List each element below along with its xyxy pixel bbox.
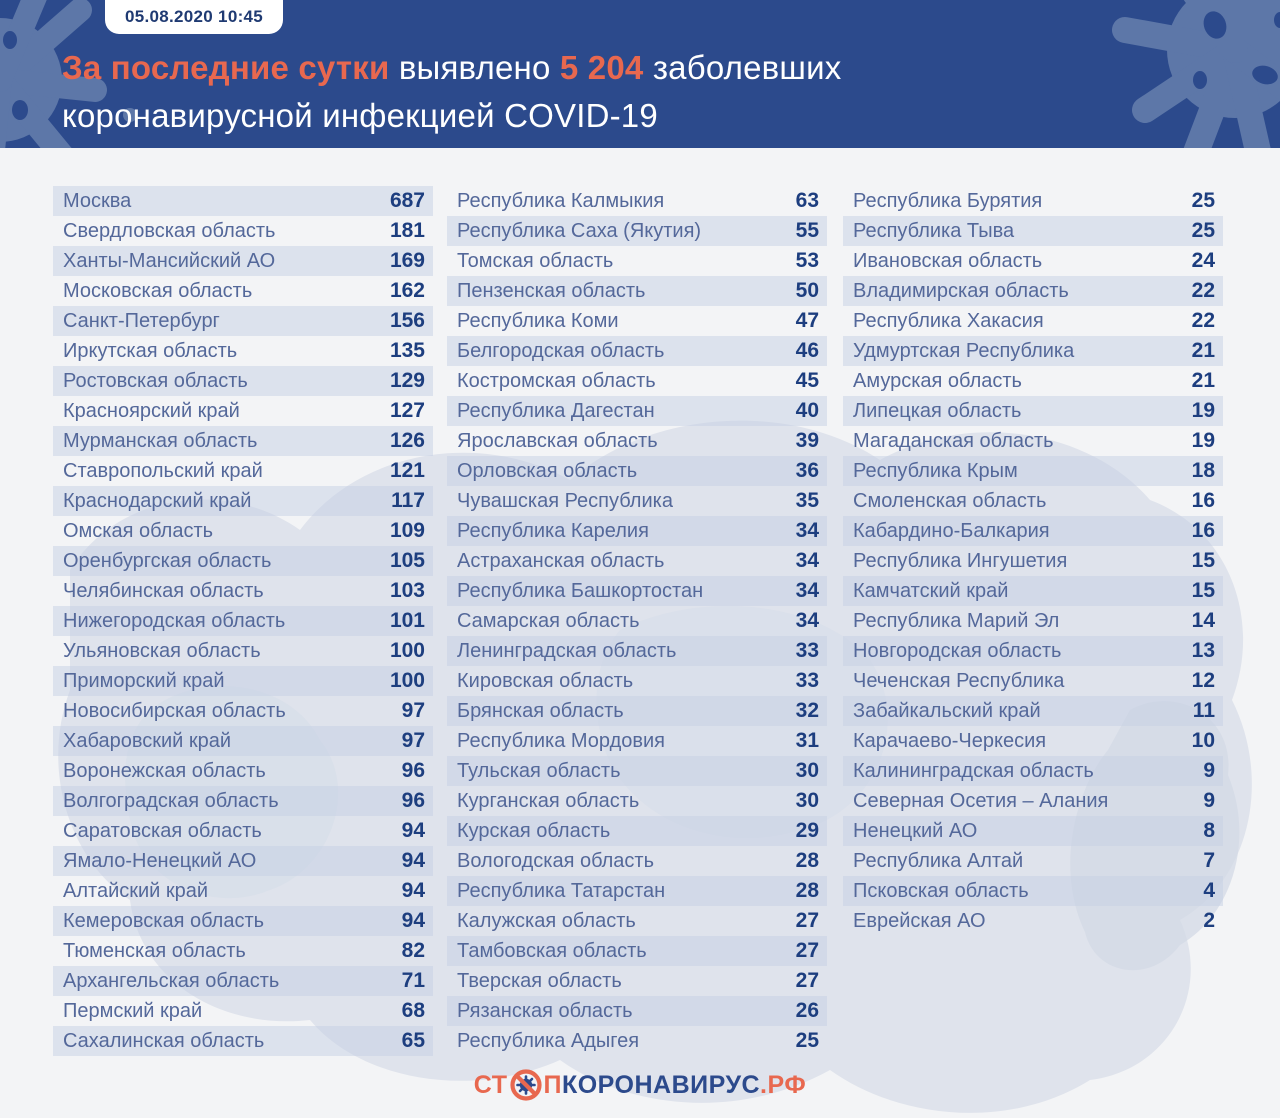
region-value: 12: [1191, 669, 1215, 692]
region-value: 156: [389, 309, 425, 332]
region-value: 39: [795, 429, 819, 452]
region-name: Томская область: [457, 249, 614, 272]
region-value: 40: [795, 399, 819, 422]
table-row: [53, 426, 433, 456]
region-value: 19: [1191, 429, 1215, 452]
region-value: 14: [1191, 609, 1215, 632]
region-name: Ивановская область: [853, 249, 1043, 272]
region-name: Карачаево-Черкесия: [853, 729, 1047, 752]
table-row: [53, 936, 433, 966]
table-row: [53, 1026, 433, 1056]
region-name: Республика Марий Эл: [853, 609, 1060, 632]
region-name: Республика Хакасия: [853, 309, 1044, 332]
logo-text-p: П: [543, 1070, 562, 1099]
region-value: 25: [1191, 219, 1215, 242]
region-name: Нижегородская область: [63, 609, 286, 632]
region-name: Республика Карелия: [457, 519, 649, 542]
table-row: [843, 246, 1223, 276]
table-row: [843, 846, 1223, 876]
no-virus-icon: [509, 1068, 543, 1102]
region-value: 33: [795, 669, 819, 692]
table-row: [843, 876, 1223, 906]
header-banner: [0, 0, 1280, 148]
region-name: Новгородская область: [853, 639, 1062, 662]
table-row: [447, 606, 827, 636]
headline-line-1: [62, 44, 1162, 92]
table-row: [53, 216, 433, 246]
region-value: 121: [389, 459, 425, 482]
region-name: Рязанская область: [457, 999, 633, 1022]
table-row: [53, 666, 433, 696]
region-name: Тульская область: [457, 759, 621, 782]
region-name: Мурманская область: [63, 429, 258, 452]
region-value: 8: [1203, 819, 1215, 842]
table-row: [843, 636, 1223, 666]
region-name: Республика Мордовия: [457, 729, 665, 752]
region-name: Архангельская область: [63, 969, 280, 992]
region-value: 126: [389, 429, 425, 452]
table-row: [843, 306, 1223, 336]
table-row: [53, 846, 433, 876]
region-name: Ленинградская область: [457, 639, 677, 662]
table-row: [843, 276, 1223, 306]
region-name: Республика Бурятия: [853, 189, 1043, 212]
table-row: [53, 906, 433, 936]
headline-plain: выявлено: [389, 49, 560, 86]
region-value: 36: [795, 459, 819, 482]
region-name: Кировская область: [457, 669, 634, 692]
region-name: Смоленская область: [853, 489, 1047, 512]
headline-plain: заболевших: [643, 49, 842, 86]
region-name: Иркутская область: [63, 339, 238, 362]
table-row: [843, 696, 1223, 726]
region-value: 117: [391, 489, 425, 512]
table-row: [447, 996, 827, 1026]
table-row: [53, 186, 433, 216]
region-name: Ярославская область: [457, 429, 658, 452]
table-row: [53, 486, 433, 516]
region-name: Пермский край: [63, 999, 203, 1022]
region-name: Республика Коми: [457, 309, 619, 332]
table-row: [53, 516, 433, 546]
region-name: Новосибирская область: [63, 699, 286, 722]
region-name: Кемеровская область: [63, 909, 265, 932]
table-row: [447, 576, 827, 606]
region-name: Саратовская область: [63, 819, 262, 842]
table-row: [843, 576, 1223, 606]
region-name: Волгоградская область: [63, 789, 279, 812]
region-name: Республика Алтай: [853, 849, 1024, 872]
region-name: Республика Адыгея: [457, 1029, 640, 1052]
region-value: 96: [401, 789, 425, 812]
region-value: 71: [401, 969, 425, 992]
region-value: 4: [1203, 879, 1215, 902]
region-value: 27: [795, 939, 819, 962]
region-value: 47: [795, 309, 819, 332]
region-value: 21: [1191, 369, 1215, 392]
region-value: 94: [401, 909, 425, 932]
region-name: Алтайский край: [63, 879, 209, 902]
region-value: 26: [795, 999, 819, 1022]
region-name: Республика Татарстан: [457, 879, 666, 902]
region-value: 13: [1191, 639, 1215, 662]
region-value: 135: [389, 339, 425, 362]
region-value: 34: [795, 549, 819, 572]
region-name: Ненецкий АО: [853, 819, 978, 842]
region-value: 63: [795, 189, 819, 212]
table-row: [53, 876, 433, 906]
region-name: Курская область: [457, 819, 611, 842]
region-name: Пензенская область: [457, 279, 646, 302]
region-value: 162: [389, 279, 425, 302]
table-row: [53, 276, 433, 306]
region-name: Чеченская Республика: [853, 669, 1065, 692]
region-name: Забайкальский край: [853, 699, 1041, 722]
region-value: 22: [1191, 309, 1215, 332]
table-row: [447, 306, 827, 336]
table-row: [53, 396, 433, 426]
table-row: [53, 246, 433, 276]
region-name: Владимирская область: [853, 279, 1069, 302]
region-name: Санкт-Петербург: [63, 309, 220, 332]
table-row: [53, 966, 433, 996]
timestamp-text: 05.08.2020 10:45: [124, 7, 264, 26]
table-row: [843, 546, 1223, 576]
region-value: 15: [1191, 579, 1215, 602]
table-row: [447, 456, 827, 486]
region-value: 24: [1191, 249, 1215, 272]
table-row: [53, 726, 433, 756]
region-value: 109: [389, 519, 425, 542]
region-value: 28: [795, 879, 819, 902]
region-column: [843, 186, 1223, 936]
table-row: [843, 906, 1223, 936]
table-row: [843, 216, 1223, 246]
region-name: Краснодарский край: [63, 489, 252, 512]
region-value: 28: [795, 849, 819, 872]
region-name: Магаданская область: [853, 429, 1054, 452]
region-value: 97: [401, 699, 425, 722]
table-row: [447, 786, 827, 816]
region-name: Камчатский край: [853, 579, 1009, 602]
table-row: [53, 306, 433, 336]
region-value: 30: [795, 789, 819, 812]
region-value: 65: [401, 1029, 425, 1052]
table-row: [843, 336, 1223, 366]
table-row: [447, 846, 827, 876]
region-value: 687: [389, 189, 425, 212]
table-row: [447, 1026, 827, 1056]
region-value: 103: [389, 579, 425, 602]
region-name: Оренбургская область: [63, 549, 272, 572]
region-name: Калужская область: [457, 909, 636, 932]
region-value: 45: [795, 369, 819, 392]
region-name: Астраханская область: [457, 549, 665, 572]
table-row: [53, 366, 433, 396]
region-value: 34: [795, 609, 819, 632]
region-name: Омская область: [63, 519, 214, 542]
region-value: 27: [795, 969, 819, 992]
region-value: 15: [1191, 549, 1215, 572]
table-row: [447, 936, 827, 966]
table-row: [447, 696, 827, 726]
region-name: Вологодская область: [457, 849, 655, 872]
region-name: Республика Крым: [853, 459, 1018, 482]
table-row: [447, 216, 827, 246]
table-row: [447, 726, 827, 756]
table-row: [843, 456, 1223, 486]
table-row: [447, 336, 827, 366]
region-value: 7: [1203, 849, 1215, 872]
region-value: 50: [795, 279, 819, 302]
table-row: [843, 816, 1223, 846]
table-row: [447, 486, 827, 516]
region-value: 35: [795, 489, 819, 512]
region-name: Калининградская область: [853, 759, 1094, 782]
region-name: Республика Тыва: [853, 219, 1015, 242]
table-row: [447, 666, 827, 696]
region-name: Тюменская область: [63, 939, 246, 962]
table-row: [53, 456, 433, 486]
region-value: 19: [1191, 399, 1215, 422]
table-row: [447, 966, 827, 996]
region-value: 32: [795, 699, 819, 722]
table-row: [447, 546, 827, 576]
region-value: 68: [401, 999, 425, 1022]
table-row: [53, 996, 433, 1026]
table-row: [447, 246, 827, 276]
region-name: Ханты-Мансийский АО: [63, 249, 276, 272]
region-name: Сахалинская область: [63, 1029, 265, 1052]
region-column: [447, 186, 827, 1056]
region-name: Псковская область: [853, 879, 1029, 902]
region-name: Красноярский край: [63, 399, 240, 422]
region-name: Курганская область: [457, 789, 640, 812]
region-name: Тверская область: [457, 969, 622, 992]
table-row: [843, 786, 1223, 816]
table-row: [843, 666, 1223, 696]
region-name: Северная Осетия – Алания: [853, 789, 1109, 812]
table-row: [53, 756, 433, 786]
table-row: [447, 756, 827, 786]
region-name: Липецкая область: [853, 399, 1022, 422]
region-value: 100: [389, 669, 425, 692]
region-value: 94: [401, 849, 425, 872]
table-row: [447, 876, 827, 906]
region-name: Челябинская область: [63, 579, 264, 602]
region-value: 31: [795, 729, 819, 752]
table-row: [843, 486, 1223, 516]
logo-text-rf: .РФ: [760, 1070, 807, 1099]
region-name: Еврейская АО: [853, 909, 986, 932]
region-value: 10: [1191, 729, 1215, 752]
stopcoronavirus-logo: [0, 1064, 1280, 1106]
region-value: 105: [389, 549, 425, 572]
region-value: 25: [795, 1029, 819, 1052]
region-name: Хабаровский край: [63, 729, 232, 752]
table-row: [53, 546, 433, 576]
region-name: Москва: [63, 189, 132, 212]
table-row: [447, 636, 827, 666]
region-name: Ставропольский край: [63, 459, 263, 482]
region-name: Ямало-Ненецкий АО: [63, 849, 257, 872]
table-row: [447, 816, 827, 846]
region-value: 100: [389, 639, 425, 662]
table-row: [53, 786, 433, 816]
region-value: 29: [795, 819, 819, 842]
table-row: [447, 366, 827, 396]
region-value: 34: [795, 579, 819, 602]
table-row: [447, 906, 827, 936]
region-name: Чувашская Республика: [457, 489, 673, 512]
table-row: [53, 606, 433, 636]
region-value: 2: [1203, 909, 1215, 932]
region-name: Костромская область: [457, 369, 656, 392]
region-value: 55: [795, 219, 819, 242]
page-title: [62, 44, 1162, 140]
table-row: [843, 426, 1223, 456]
region-name: Республика Дагестан: [457, 399, 655, 422]
region-value: 169: [389, 249, 425, 272]
region-name: Ростовская область: [63, 369, 248, 392]
region-name: Брянская область: [457, 699, 624, 722]
headline-count: 5 204: [559, 49, 644, 86]
table-row: [53, 576, 433, 606]
region-name: Московская область: [63, 279, 253, 302]
region-name: Ульяновская область: [63, 639, 261, 662]
region-value: 181: [389, 219, 425, 242]
region-value: 127: [389, 399, 425, 422]
timestamp-badge: [105, 0, 283, 34]
region-value: 96: [401, 759, 425, 782]
table-row: [447, 426, 827, 456]
region-value: 94: [401, 879, 425, 902]
region-value: 16: [1191, 519, 1215, 542]
region-name: Тамбовская область: [457, 939, 647, 962]
table-row: [447, 186, 827, 216]
headline-accent: За последние сутки: [62, 49, 390, 86]
table-row: [53, 336, 433, 366]
region-name: Республика Ингушетия: [853, 549, 1068, 572]
region-value: 46: [795, 339, 819, 362]
region-name: Белгородская область: [457, 339, 665, 362]
region-value: 16: [1191, 489, 1215, 512]
logo-text-st: СТ: [473, 1070, 508, 1099]
table-row: [447, 396, 827, 426]
table-row: [843, 606, 1223, 636]
region-value: 97: [401, 729, 425, 752]
region-value: 129: [389, 369, 425, 392]
region-name: Республика Калмыкия: [457, 189, 665, 212]
table-row: [843, 726, 1223, 756]
region-name: Самарская область: [457, 609, 640, 632]
region-value: 53: [795, 249, 819, 272]
region-value: 27: [795, 909, 819, 932]
region-name: Свердловская область: [63, 219, 276, 242]
region-value: 82: [401, 939, 425, 962]
region-name: Амурская область: [853, 369, 1022, 392]
region-value: 25: [1191, 189, 1215, 212]
headline-line-2: коронавирусной инфекцией COVID-19: [62, 97, 658, 134]
region-name: Республика Башкортостан: [457, 579, 704, 602]
region-value: 30: [795, 759, 819, 782]
table-row: [843, 756, 1223, 786]
region-value: 22: [1191, 279, 1215, 302]
region-name: Республика Саха (Якутия): [457, 219, 702, 242]
region-value: 33: [795, 639, 819, 662]
logo-text-koronavirus: КОРОНАВИРУС: [561, 1070, 761, 1099]
table-row: [447, 276, 827, 306]
region-value: 94: [401, 819, 425, 842]
table-row: [843, 366, 1223, 396]
table-row: [53, 696, 433, 726]
region-value: 34: [795, 519, 819, 542]
region-value: 21: [1191, 339, 1215, 362]
region-value: 101: [389, 609, 425, 632]
table-row: [447, 516, 827, 546]
table-row: [843, 516, 1223, 546]
region-name: Кабардино-Балкария: [853, 519, 1050, 542]
table-row: [53, 636, 433, 666]
region-column: [53, 186, 433, 1056]
region-name: Приморский край: [63, 669, 225, 692]
region-name: Удмуртская Республика: [853, 339, 1075, 362]
table-row: [843, 396, 1223, 426]
region-value: 11: [1192, 699, 1215, 722]
region-value: 9: [1203, 789, 1215, 812]
region-name: Воронежская область: [63, 759, 266, 782]
table-row: [53, 816, 433, 846]
region-value: 9: [1203, 759, 1215, 782]
table-row: [843, 186, 1223, 216]
region-value: 18: [1191, 459, 1215, 482]
region-name: Орловская область: [457, 459, 638, 482]
